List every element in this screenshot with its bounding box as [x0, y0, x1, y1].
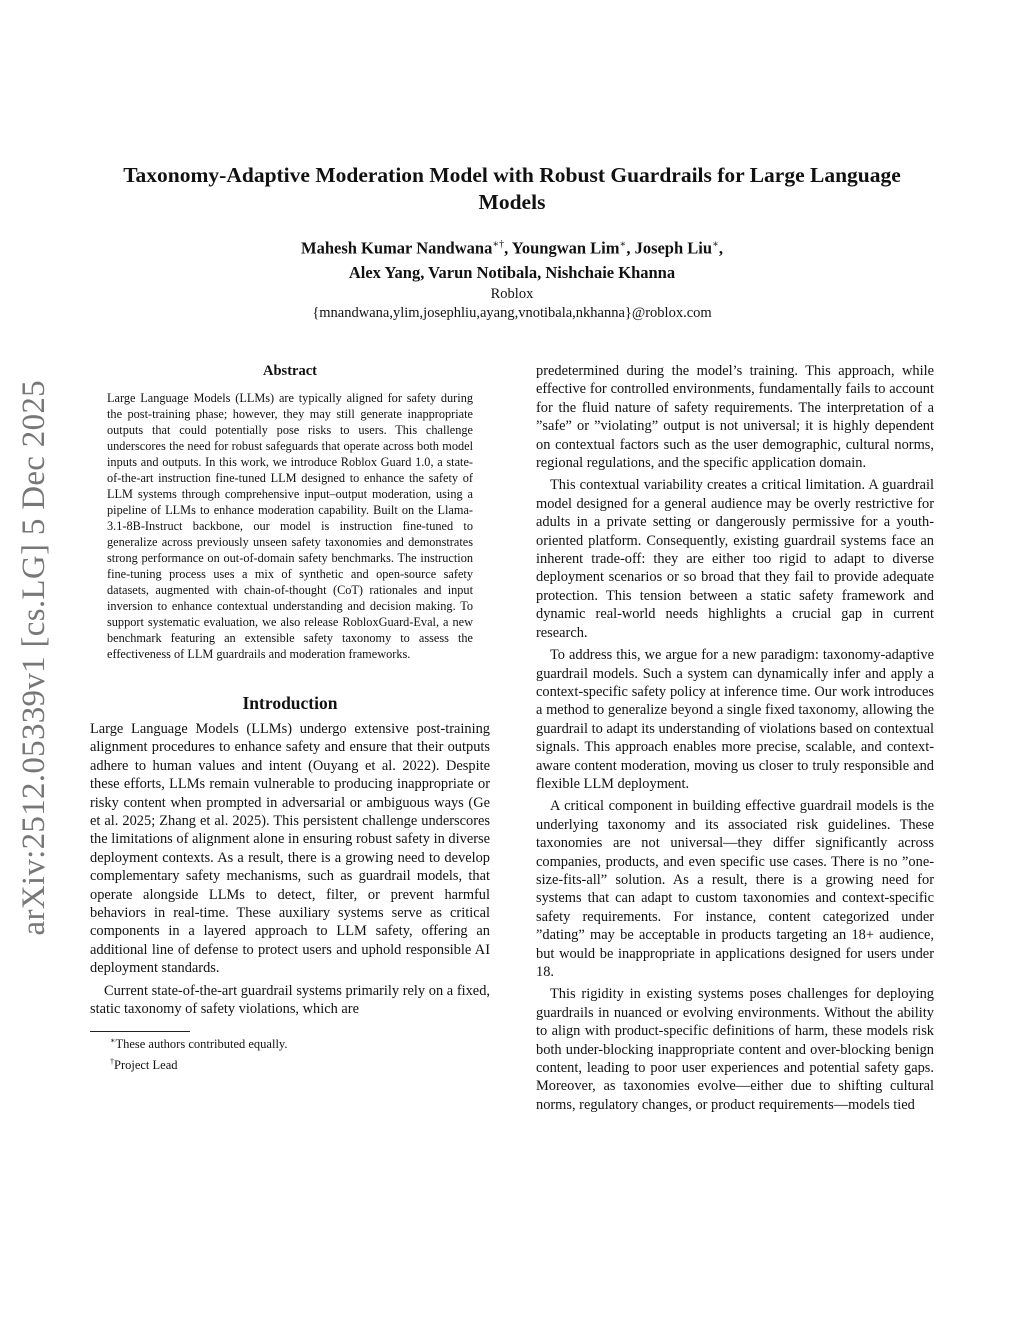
author-line-2: Alex Yang, Varun Notibala, Nishchaie Khanna [348, 262, 676, 282]
author-mark: ∗ [619, 239, 627, 250]
author-mark: ∗ [712, 239, 719, 250]
abstract-heading: Abstract [263, 363, 317, 379]
author-line-1: Mahesh Kumar Nandwana∗†, Youngwan Lim∗, Joseph Liu∗, [301, 238, 723, 258]
paper-title: Taxonomy-Adaptive Moderation Model with Robust Guardrails for Large Language Models [123, 163, 901, 214]
affiliation-block [120, 285, 904, 323]
introduction-heading: Introduction [242, 693, 338, 713]
author-emails: {mnandwana,ylim,josephliu,ayang,vnotibala,nkhanna}@roblox.com [312, 305, 712, 321]
footnote-mark: † [110, 1056, 114, 1066]
author-list [120, 233, 904, 285]
author-name: Joseph Liu [634, 238, 713, 258]
author-mark: ∗† [492, 239, 505, 250]
arxiv-identifier-text: arXiv:2512.05339v1 [cs.LG] 5 Dec 2025 [16, 380, 52, 936]
left-column [90, 362, 490, 1074]
body-paragraph: This contextual variability creates a critical limitation. A guardrail model designed for a general audience may be overly restrictive for adults in a private setting or dangerously permissive for a youth-oriented platform. Consequently, existing guardrail systems face an inherent trade-off: they are either too rigid to adapt to diverse deployment scenarios or so broad that they fail to provide adequate protection. This tension between a static safety framework and dynamic real-world needs highlights a crucial gap in current research. [536, 477, 934, 641]
affiliation: Roblox [490, 286, 534, 302]
author-name: Mahesh Kumar Nandwana [301, 238, 493, 258]
intro-paragraph-2: Current state-of-the-art guardrail systems primarily rely on a fixed, static taxonomy of safety violations, which are [90, 982, 490, 1018]
abstract-text: Large Language Models (LLMs) are typically aligned for safety during the post-training phase; however, they may still generate inappropriate outputs that could potentially pose risks to users. This challenge underscores the need for robust safeguards that operate across both model inputs and outputs. In this work, we introduce Roblox Guard 1.0, a state-of-the-art instruction fine-tuned LLM designed to enhance the safety of LLM systems through comprehensive input–output moderation, using a pipeline of LLMs to enhance moderation capability. Built on the Llama-3.1-8B-Instruct backbone, our model is instruction fine-tuned to generalize across previously unseen safety taxonomies and demonstrates strong performance on out-of-domain safety benchmarks. The instruction fine-tuning process uses a mix of synthetic and open-source safety datasets, augmented with chain-of-thought (CoT) rationales and input inversion to enhance contextual understanding and decision making. To support systematic evaluation, we also release RobloxGuard-Eval, a new benchmark featuring an extensible safety taxonomy to assess the effectiveness of LLM guardrails and moderation frameworks. [107, 391, 473, 661]
body-paragraph: predetermined during the model’s training. This approach, while effective for controlled environments, fundamentally fails to account for the fluid nature of safety requirements. The interpretation of a ”safe” or ”violating” output is not universal; it is highly dependent on contextual factors such as the user demographic, cultural norms, regional regulations, and the specific application domain. [536, 363, 934, 472]
author-name: Youngwan Lim [511, 238, 620, 258]
body-paragraph: This rigidity in existing systems poses challenges for deploying guardrails in nuanced or evolving environments. Without the ability to align with product-specific definitions of harm, these models risk both under-blocking inappropriate content and over-blocking benign content, leading to poor user experiences and potential safety gaps. Moreover, as taxonomies evolve—either due to shifting cultural norms, regulatory changes, or product requirements—models tied [536, 986, 934, 1113]
arxiv-identifier [14, 380, 54, 960]
right-column [536, 362, 934, 1114]
footnote-text: Project Lead [114, 1057, 178, 1072]
footnote-text: These authors contributed equally. [115, 1036, 288, 1051]
footnote-1 [90, 1032, 490, 1053]
footnote-2 [90, 1053, 490, 1074]
intro-paragraph-1: Large Language Models (LLMs) undergo extensive post-training alignment procedures to enhance safety and ensure that their outputs adhere to human values and intent (Ouyang et al. 2022). Despite these efforts, LLMs remain vulnerable to producing inappropriate or risky content when prompted in adversarial or ambiguous ways (Ge et al. 2025; Zhang et al. 2025). This persistent challenge underscores the limitations of alignment alone in ensuring robust safety in diverse deployment contexts. As a result, there is a growing need to develop complementary safety mechanisms, such as guardrail models, that operate alongside LLMs to detect, filter, or prevent harmful behaviors in real-time. These auxiliary systems serve as critical components in a layered approach to LLM safety, offering an additional line of defense to protect users and uphold responsible AI deployment standards. [90, 721, 490, 977]
body-paragraph: To address this, we argue for a new paradigm: taxonomy-adaptive guardrail models. Such a system can dynamically infer and apply a context-specific safety policy at inference time. Our work introduces a method to generalize beyond a single fixed taxonomy, allowing the guardrail to adapt its understanding of violations based on contextual signals. This approach enables more precise, scalable, and context-aware content moderation, moving us closer to truly responsible and flexible LLM deployment. [536, 647, 934, 792]
footnote-mark: ∗ [110, 1035, 116, 1045]
body-paragraph: A critical component in building effective guardrail models is the underlying taxonomy and its associated risk guidelines. These taxonomies are not universal—they differ significantly across companies, products, and even specific use cases. There is no ”one-size-fits-all” solution. As a result, there is a growing need for systems that can adapt to custom taxonomies and context-specific safety requirements. For instance, content categorized under ”dating” may be acceptable in products targeting an 18+ audience, but would be inappropriate in applications designed for users under 18. [536, 798, 934, 980]
